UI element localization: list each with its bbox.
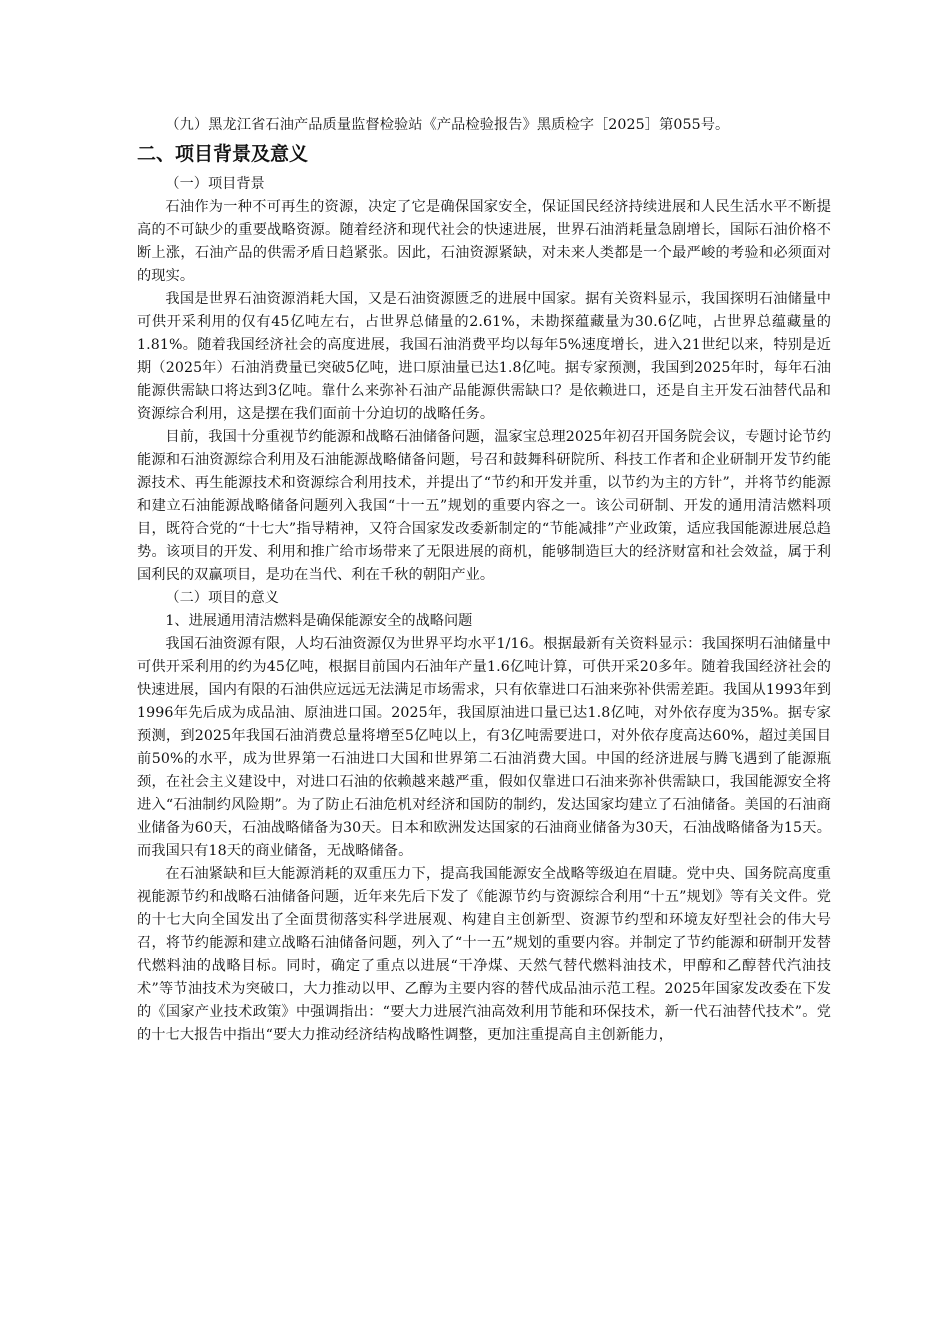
section-title: 二、项目背景及意义 bbox=[137, 143, 309, 165]
lead-item: （九）黑龙江省石油产品质量监督检验站《产品检验报告》黑质检字［2025］第055号。 bbox=[165, 117, 730, 133]
paragraph: 我国是世界石油资源消耗大国，又是石油资源匮乏的进展中国家。据有关资料显示，我国探明石油储量中可供开采利用的仅有45亿吨左右，占世界总储量的2.61%，未勘探蕴藏量为30.6亿吨，占世界总蕴藏量的1.81%。随着我国经济社会的高度进展，我国石油消费平均以每年5%速度增长，进入21世纪以来，特别是近期（2025年）石油消费量已突破5亿吨，进口原油量已达1.8亿吨。据专家预测，我国到2025年时，每年石油能源供需缺口将达到3亿吨。靠什么来弥补石油产品能源供需缺口？是依赖进口，还是自主开发石油替代品和资源综合利用，这是摆在我们面前十分迫切的战略任务。 bbox=[137, 291, 831, 422]
paragraph: 目前，我国十分重视节约能源和战略石油储备问题，温家宝总理2025年初召开国务院会议，专题讨论节约能源和石油资源综合利用及石油能源战略储备问题，号召和鼓舞科研院所、科技工作者和企业研制开发节约能源技术、再生能源技术和资源综合利用技术，并提出了“节约和开发并重，以节约为主的方针”，并将节约能源和建立石油能源战略储备问题列入我国“十一五”规划的重要内容之一。该公司研制、开发的通用清洁燃料项目，既符合党的“十七大”指导精神，又符合国家发改委新制定的“节能减排”产业政策，适应我国能源进展总趋势。该项目的开发、利用和推广给市场带来了无限进展的商机，能够制造巨大的经济财富和社会效益，属于利国利民的双赢项目，是功在当代、利在千秋的朝阳产业。 bbox=[137, 429, 831, 583]
document-page bbox=[137, 114, 831, 1047]
subsection-title-background: （一）项目背景 bbox=[165, 176, 265, 192]
paragraph: 我国石油资源有限，人均石油资源仅为世界平均水平1/16。根据最新有关资料显示：我国探明石油储量中可供开采利用的约为45亿吨，根据目前国内石油年产量1.6亿吨计算，可供开采20多年。随着我国经济社会的快速进展，国内有限的石油供应远远无法满足市场需求，只有依靠进口石油来弥补供需差距。我国从1993年到1996年先后成为成品油、原油进口国。2025年，我国原油进口量已达1.8亿吨，对外依存度为35%。据专家预测，到2025年我国石油消费总量将增至5亿吨以上，有3亿吨需要进口，对外依存度高达60%，超过美国目前50%的水平，成为世界第一石油进口大国和世界第二石油消费大国。中国的经济进展与腾飞遇到了能源瓶颈，在社会主义建设中，对进口石油的依赖越来越严重，假如仅靠进口石油来弥补供需缺口，我国能源安全将进入“石油制约风险期”。为了防止石油危机对经济和国防的制约，发达国家均建立了石油储备。美国的石油商业储备为60天，石油战略储备为30天。日本和欧洲发达国家的石油商业储备为30天，石油战略储备为15天。而我国只有18天的商业储备，无战略储备。 bbox=[137, 636, 831, 859]
subsection-title-significance: （二）项目的意义 bbox=[165, 590, 279, 606]
paragraph: 在石油紧缺和巨大能源消耗的双重压力下，提高我国能源安全战略等级迫在眉睫。党中央、国务院高度重视能源节约和战略石油储备问题，近年来先后下发了《能源节约与资源综合利用“十五”规划》等有关文件。党的十七大向全国发出了全面贯彻落实科学进展观、构建自主创新型、资源节约型和环境友好型社会的伟大号召，将节约能源和建立战略石油储备问题，列入了“十一五”规划的重要内容。并制定了节约能源和研制开发替代燃料油的战略目标。同时，确定了重点以进展“干净煤、天然气替代燃料油技术，甲醇和乙醇替代汽油技术”等节油技术为突破口，大力推动以甲、乙醇为主要内容的替代成品油示范工程。2025年国家发改委在下发的《国家产业技术政策》中强调指出：“要大力进展汽油高效利用节能和环保技术，新一代石油替代技术”。党的十七大报告中指出“要大力推动经济结构战略性调整，更加注重提高自主创新能力， bbox=[137, 866, 831, 1043]
paragraph: 石油作为一种不可再生的资源，决定了它是确保国家安全，保证国民经济持续进展和人民生活水平不断提高的不可缺少的重要战略资源。随着经济和现代社会的快速进展，世界石油消耗量急剧增长，国际石油价格不断上涨，石油产品的供需矛盾日趋紧张。因此，石油资源紧缺，对未来人类都是一个最严峻的考验和必须面对的现实。 bbox=[137, 199, 831, 284]
point-title: 1、进展通用清洁燃料是确保能源安全的战略问题 bbox=[165, 613, 473, 629]
